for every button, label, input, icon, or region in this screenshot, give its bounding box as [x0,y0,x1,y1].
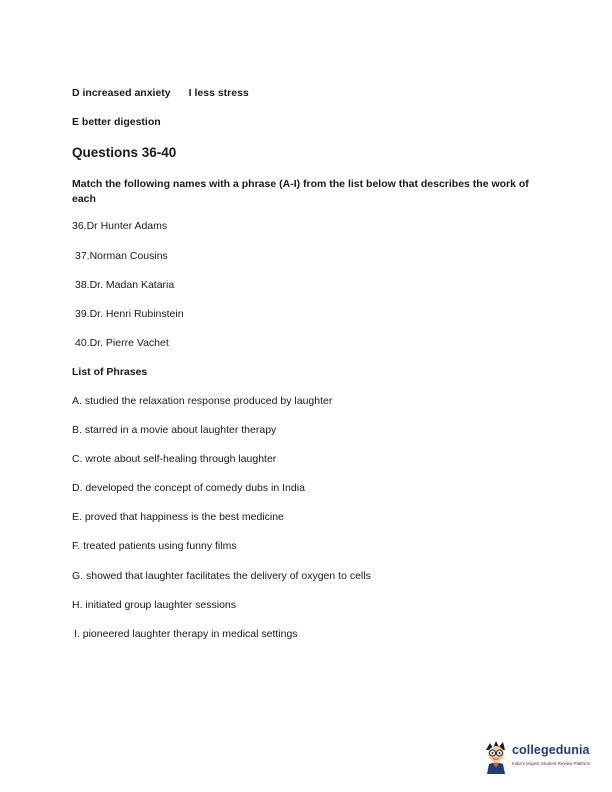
phrase-i: I. pioneered laughter therapy in medical settings [74,628,298,640]
phrase-f: F. treated patients using funny films [72,540,237,552]
instruction-text: Match the following names with a phrase (A-I) from the list below that describes the work of each [72,178,529,205]
phrase-e: E. proved that happiness is the best medicine [72,511,284,523]
option-e: E better digestion [72,116,161,128]
logo-name: collegedunia [512,743,590,757]
phrase-h: H. initiated group laughter sessions [72,599,237,611]
phrase-a: A. studied the relaxation response produced by laughter [72,395,333,407]
collegedunia-logo[interactable] [482,740,598,776]
logo-tagline: India's largest Student Review Platform [512,761,591,766]
phrase-c: C. wrote about self-healing through laughter [72,453,277,465]
phrase-b: B. starred in a movie about laughter therapy [72,424,277,436]
option-i: I less stress [188,87,249,99]
question-40: 40.Dr. Pierre Vachet [75,337,169,349]
phrases-title: List of Phrases [72,366,148,378]
question-37: 37.Norman Cousins [75,250,168,262]
phrase-d: D. developed the concept of comedy dubs in India [72,482,305,494]
mascot-icon [482,740,510,774]
phrase-g: G. showed that laughter facilitates the delivery of oxygen to cells [72,570,371,582]
option-d: D increased anxiety [72,87,171,99]
question-38: 38.Dr. Madan Kataria [75,279,175,291]
section-title: Questions 36-40 [72,145,177,160]
question-39: 39.Dr. Henri Rubinstein [75,308,184,320]
question-36: 36.Dr Hunter Adams [72,220,168,232]
option-line-d-i [72,87,249,99]
